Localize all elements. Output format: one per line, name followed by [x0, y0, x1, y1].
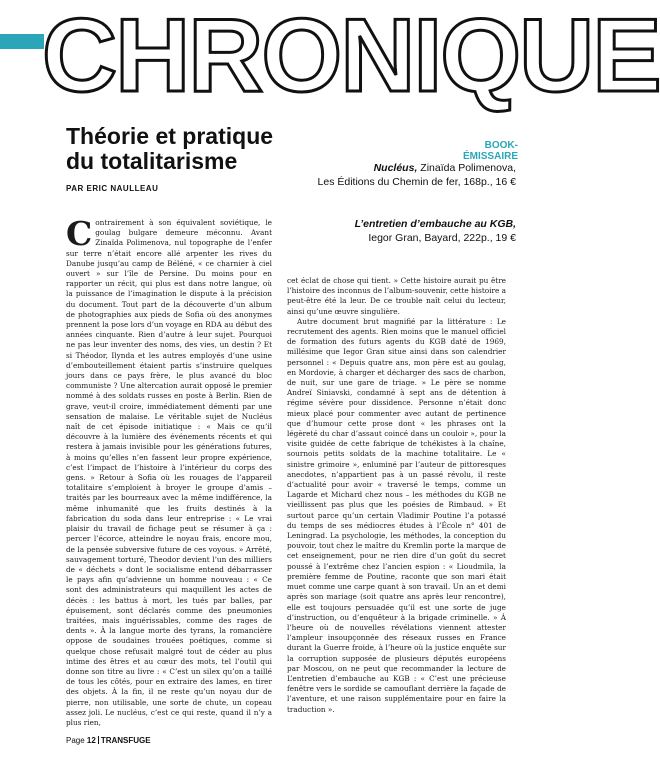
section-tag: BOOK-ÉMISSAIRE	[462, 140, 518, 162]
page-footer	[66, 736, 151, 745]
headline-line-1: Théorie et pratique	[66, 123, 274, 149]
footer-page-label: Page	[66, 736, 85, 745]
drop-cap: C	[66, 214, 93, 253]
accent-bar	[0, 34, 44, 49]
book-reference-2	[296, 217, 516, 245]
article-paragraph-right-1: cet éclat de chose qui tient. » Cette histoire aurait pu être l’histoire des inconnus de l’album-souvenir, cette histoire a peut-être été la leur. De ce trouble naît celui du lecteur, ainsi qu’une œuvre singulière.	[287, 276, 506, 316]
footer-divider	[98, 736, 99, 744]
book-reference-1	[296, 161, 516, 189]
magazine-name: TRANSFUGE	[100, 736, 151, 745]
book-2-publisher: Iegor Gran, Bayard, 222p., 19 €	[368, 232, 516, 244]
page-number: 12	[86, 736, 96, 745]
byline: PAR ERIC NAULLEAU	[66, 184, 159, 193]
article-column-left	[66, 214, 272, 728]
book-2-title: L’entretien d’embauche au KGB,	[354, 218, 516, 230]
article-paragraph-right-2: Autre document brut magnifié par la littérature : Le recrutement des agents. Rien moins que le manuel officiel de formation des futurs agents du KGB daté de 1969, millésime que Iegor Gran situe ainsi dans son calendrier personnel : « Depuis quatre ans, mon père est au goulag, en Mordovie, à charger et décharger des sacs de charbon, de nuit, sur une gare de triage. » Le père se nomme Andreï Siniavski, condamné à sept ans de détention à régime sévère pour dissidence. Personne n’était donc mieux placé pour commenter avec autant de pertinence que d’humour cette prose dont « les phrases ont la légèreté du char d’assaut coincé dans un couloir », pour la visite guidée de cette fabrique de tchékistes à la chaîne, sournois petits soldats de la machine totalitaire. Le « sinistre grimoire », enluminé par l’auteur de pittoresques anecdotes, n’appartient pas à un passé révolu, il reste d’actualité pour avoir « traversé le temps, comme un Lagarde et Michard chez nous – les méthodes du KGB ne vieillissent pas plus que les poésies de Rimbaud. » Et surtout parce qu’un certain Vladimir Poutine l’a potassé du temps de ses médiocres études à l’École n° 401 de Leningrad. La psychologie, les méthodes, la conception du pouvoir, tout chez le maître du Kremlin porte la marque de cet enseignement, pour ne rien dire d’un goût du secret poussé à l’extrême chez l’ancien espion : « Lioudmila, la première femme de Poutine, raconte que son mari était muet comme une carpe quant à son travail. Un an et demi après son mariage (soit quatre ans après leur rencontre), elle est toujours persuadée qu’il est une sorte de juge d’instruction, ou d’enquêteur à la brigade criminelle. » À l’heure où de nouvelles révélations viennent attester l’ampleur insoupçonnée des réseaux russes en France durant la Guerre froide, à l’heure où la justice enquête sur la corruption supposée de plusieurs députés européens par Moscou, on ne peut que recommander la lecture de L’entretien d’embauche au KGB : « C’est une précieuse fenêtre vers le sordide se camouflant derrière la façade de l’aventure, et une raison supplémentaire pour en faire la traduction ».	[287, 316, 506, 714]
article-column-right	[287, 276, 506, 715]
book-1-author: Zinaïda Polimenova,	[417, 162, 516, 174]
article-text-left: ontrairement à son équivalent soviétique, le goulag bulgare demeure méconnu. Avant Zinaïda Polimenova, nul topographe de l’enfer sur terre n’était encore allé arpenter les rives du Danube jusqu’au camp de Béléné, « ce charnier à ciel ouvert » sur l’île de Persine. Du moins pour en rapporter un récit, qui plus est dans notre langue, où la puissance de l’imagination le dispute à la précision du document. Tout part de la découverte d’un album de photographies aux pieds de Sofia où des anonymes prennent la pose lors d’un voyage en RDA au début des années cinquante. Rien d’autre à leur sujet. Pourquoi ne pas leur inventer des noms, des vies, un destin ? Et si Théodor, Ilynda et les autres employés d’une usine d’embouteillement étaient partis s’instruire quelques jours dans ce pays frère, le plus avancé du bloc communiste ? Une altercation aurait opposé le premier nommé à des soldats russes en poste à Berlin. Rien de grave, veut-il croire, immédiatement démenti par une sensation de malaise. Le véritable sujet de Nucléus naît de cet épisode initiatique : « Mais ce qu’il découvre à la lumière des événements récents et qui restera à jamais invisible pour les générations futures, à moins qu’elles n’en fassent leur propre expérience, c’est l’impact de l’histoire à l’intérieur du corps des gens. » Retour à Sofia où les rouages de l’appareil totalitaire s’emploient à broyer le groupe d’amis – traités par les bourreaux avec la même indifférence, la même inhumanité que les fruits destinés à la fabrication du soda dans leur entreprise : « Le vrai plaisir du travail de fichage peut se résumer à ça : percer l’écorce, atteindre le noyau frais, encore mou, de la pensée subversive future de ces voyous. » Arrêté, sauvagement torturé, Theodor devient l’un des milliers de « déchets » dont le socialisme entend débarrasser le pays afin qu’advienne un homme nouveau : « Ce sont des administrateurs qui maquillent les actes de décès : les battus à mort, les tués par balles, par épuisement, sont déclarés comme des pneumonies traitées, mais inguérissables, comme des rages de dents ». À la langue morte des tyrans, la romancière oppose de soudaines trouées poétiques, comme si quelque chose refusait malgré tout de céder au plus intime des êtres et au cœur des mots, tel l’outil qui donne son titre au livre : « C’est un silex qu’on a taillé de tous les côtés, pour en extraire des lames, en tirer des objets. À la fin, il ne reste qu’un noyau dur de pierre, non utilisable, une sorte de chute, un copeau assez joli. Le nucléus, c’est ce qui reste, quand il n’y a plus rien,	[66, 218, 272, 727]
rubric-title: CHRONIQUE	[42, 0, 660, 114]
book-1-title: Nucléus,	[373, 162, 418, 174]
book-1-publisher: Les Éditions du Chemin de fer, 168p., 16 €	[317, 176, 516, 188]
headline-line-2: du totalitarisme	[66, 148, 238, 174]
page-title	[66, 124, 286, 174]
